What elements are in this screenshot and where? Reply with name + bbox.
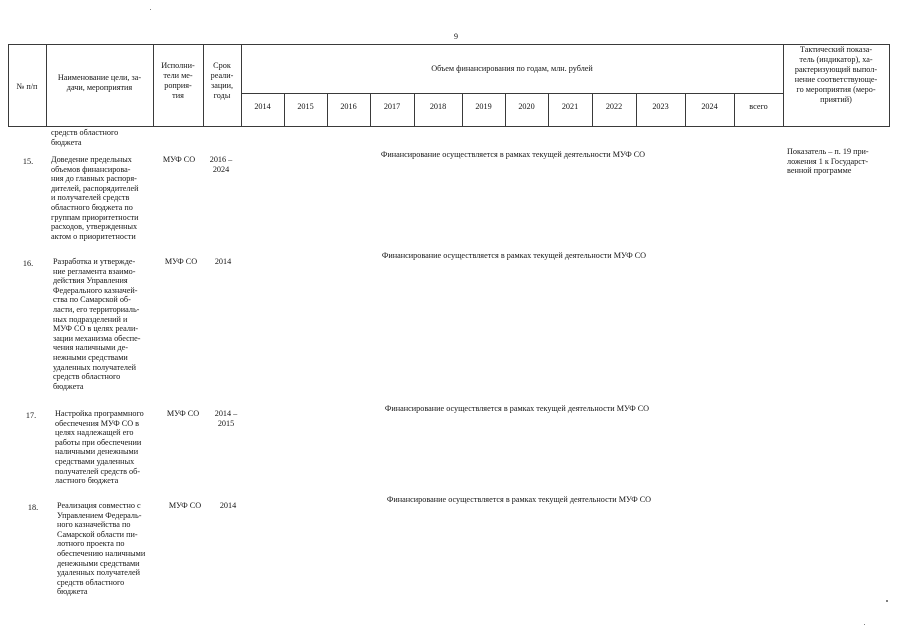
row-term: 2016 – 2024 [209,155,233,174]
row-financing: Финансирование осуществляется в рамках текущей деятельности МУФ СО [381,251,647,260]
year-header: 2022 [605,102,623,111]
table-right-border [889,44,890,127]
header-term: Срок реали- зации, годы [210,61,234,100]
row-financing: Финансирование осуществляется в рамках текущей деятельности МУФ СО [384,404,650,413]
row-term: 2014 – 2015 [214,409,238,428]
year-header: 2014 [254,102,271,111]
header-name: Наименование цели, за- дачи, мероприятия [57,73,142,92]
row-name: Настройка программного обеспечения МУФ СО в целях надлежащей его работы при обеспечении наличными денежными средствами удаленных получателей средств об- ластного бюджета [55,409,144,486]
row-financing: Финансирование осуществляется в рамках текущей деятельности МУФ СО [386,495,652,504]
row-number: 17. [25,411,37,420]
year-header: 2018 [429,102,447,111]
years-row-top-border [241,93,783,94]
row-term: 2014 [219,501,237,510]
row-executor: МУФ СО [168,501,202,510]
year-header: 2024 [701,102,718,111]
row-name: Доведение предельных объемов финансирова- ния до главных распоря- дителей, распорядителей и получателей средств областного бюджета по группам приоритетности расходов, утвержденных актом о приоритетности [51,155,139,241]
continuation-text: средств областного бюджета [51,128,119,147]
header-bottom-border [8,126,890,127]
col-divider [241,44,242,127]
table-top-border [8,44,890,45]
row-number: 18. [27,503,39,512]
row-financing: Финансирование осуществляется в рамках текущей деятельности МУФ СО [380,150,646,159]
scan-speck [886,600,888,602]
row-number: 15. [22,157,34,166]
scan-speck [864,624,865,625]
year-header: 2023 [652,102,669,111]
row-name: Разработка и утвержде- ние регламента взаимо- действия Управления Федерального казначей- ства по Самарской об- ласти, его территориаль- ных подразделений и МУФ СО в целях реали- зации механизма обеспе- чения наличными де- нежными средствами удаленных получателей средств областного бюджета [53,257,141,391]
year-header: 2016 [340,102,357,111]
row-indicator: Показатель – п. 19 при- ложения 1 к Государст- венной программе [787,147,869,176]
header-executors: Исполни- тели ме- роприя- тия [161,61,195,100]
row-executor: МУФ СО [162,155,196,164]
scan-speck [150,9,151,10]
row-term: 2014 [214,257,232,266]
year-header: 2020 [518,102,535,111]
header-indicator: Тактический показа- тель (индикатор), ха- рактеризующий выпол- нение соответствующе- го мероприятия (меро- приятий) [794,45,878,104]
year-header: всего [749,102,768,111]
year-header: 2021 [561,102,579,111]
header-funding: Объем финансирования по годам, млн. рублей [431,64,593,73]
year-header: 2017 [383,102,401,111]
row-executor: МУФ СО [164,257,198,266]
year-header: 2015 [297,102,314,111]
row-executor: МУФ СО [166,409,200,418]
page-number: 9 [454,32,458,41]
year-header: 2019 [475,102,492,111]
header-num: № п/п [16,82,38,91]
row-number: 16. [22,259,34,268]
row-name: Реализация совместно с Управлением Федераль- ного казначейства по Самарской области пи- лотного проекта по обеспечению наличными денежными средствами удаленных получателей средств областного бюджета [57,501,146,597]
